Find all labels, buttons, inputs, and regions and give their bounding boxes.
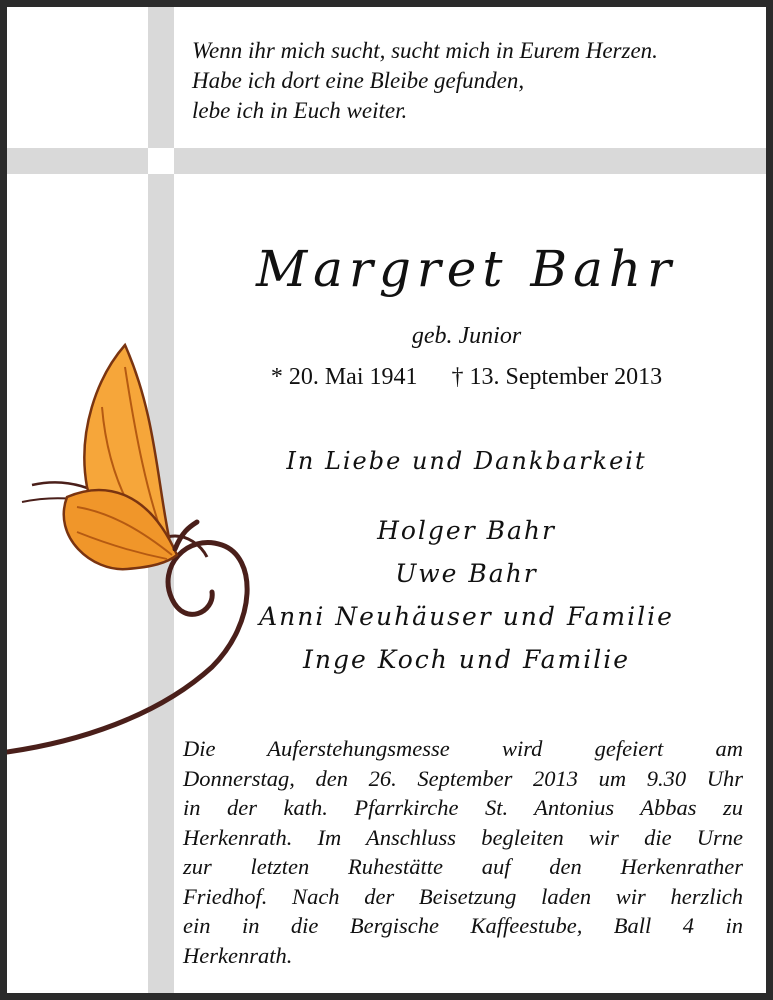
birth-date: * 20. Mai 1941	[270, 364, 418, 390]
notice-line: Friedhof. Nach der Beisetzung laden wir herzlich	[183, 883, 743, 909]
notice-line: ein in die Bergische Kaffeestube, Ball 4 in	[183, 913, 743, 938]
poem	[192, 36, 752, 126]
closing-phrase: In Liebe und Dankbarkeit	[286, 447, 647, 475]
poem-line: Wenn ihr mich sucht, sucht mich in Eurem Herzen.	[192, 38, 658, 63]
notice-line: zur letzten Ruhestätte auf den Herkenrather	[183, 854, 743, 879]
cross-horizontal-beam	[7, 148, 766, 174]
funeral-notice	[183, 734, 743, 970]
notice-line: Donnerstag, den 26. September 2013 um 9.30 Uhr	[183, 765, 743, 791]
mourner: Uwe Bahr	[395, 559, 538, 588]
notice-line: Herkenrath. Im Anschluss begleiten wir die Urne	[183, 824, 743, 850]
poem-line: Habe ich dort eine Bleibe gefunden,	[192, 68, 525, 93]
poem-line: lebe ich in Euch weiter.	[192, 98, 408, 123]
mourners-list	[7, 509, 766, 681]
life-dates	[7, 364, 766, 391]
notice-line: Herkenrath.	[183, 942, 293, 968]
death-date: † 13. September 2013	[451, 364, 663, 390]
mourner: Anni Neuhäuser und Familie	[259, 602, 674, 631]
mourner: Inge Koch und Familie	[302, 645, 631, 674]
mourner: Holger Bahr	[377, 516, 556, 545]
deceased-name: Margret Bahr	[255, 240, 678, 298]
notice-line: in der kath. Pfarrkirche St. Antonius Abbas zu	[183, 795, 743, 820]
birth-name: geb. Junior	[411, 323, 522, 349]
notice-line: Die Auferstehungsmesse wird gefeiert am	[183, 736, 743, 761]
cross-center-gap	[148, 148, 174, 174]
